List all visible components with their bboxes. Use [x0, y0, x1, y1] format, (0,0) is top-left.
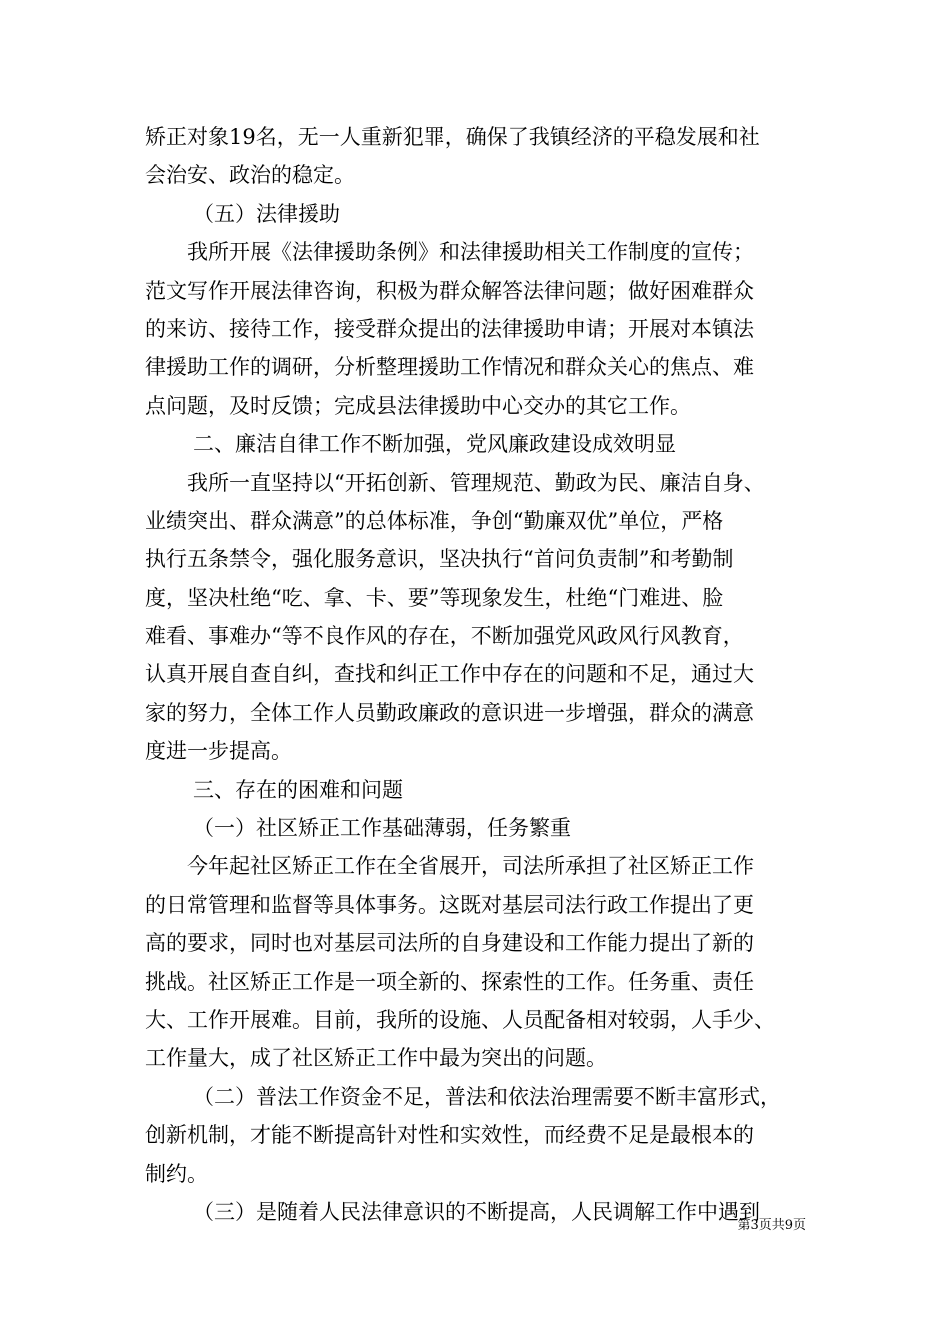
text-line: （五）法律援助: [193, 201, 340, 226]
text-line: 难看、事难办“等不良作风的存在，不断加强党风政风行风教育，: [145, 624, 744, 649]
text-line: 高的要求，同时也对基层司法所的自身建设和工作能力提出了新的: [145, 931, 754, 956]
page-number-label: 第3页共9页: [737, 1218, 806, 1233]
text-line: 家的努力，全体工作人员勤政廉政的意识进一步增强，群众的满意: [145, 700, 754, 725]
text-line: 今年起社区矫正工作在全省展开，司法所承担了社区矫正工作: [187, 854, 754, 879]
text-line: 会治安、政治的稳定。: [145, 163, 355, 188]
text-line: 的来访、接待工作，接受群众提出的法律援助申请；开展对本镇法: [145, 316, 754, 341]
text-line: 认真开展自查自纠，查找和纠正工作中存在的问题和不足，通过大: [145, 662, 754, 687]
text-line: 三、存在的困难和问题: [193, 777, 403, 802]
text-line: （二）普法工作资金不足，普法和依法治理需要不断丰富形式，: [193, 1084, 781, 1109]
text-line: 制约。: [145, 1161, 208, 1186]
document-body: [145, 118, 810, 1231]
text-line: 执行五条禁令，强化服务意识，坚决执行“首问负责制”和考勤制: [145, 547, 734, 572]
text-line: 挑战。社区矫正工作是一项全新的、探索性的工作。任务重、责任: [145, 969, 754, 994]
text-line: （三）是随着人民法律意识的不断提高，人民调解工作中遇到: [193, 1199, 760, 1224]
text-line: 大、工作开展难。目前，我所的设施、人员配备相对较弱，人手少、: [145, 1007, 775, 1032]
text-line: 我所开展《法律援助条例》和法律援助相关工作制度的宣传；: [187, 240, 754, 265]
text-line: 业绩突出、群众满意”的总体标准，争创“勤廉双优”单位，严格: [145, 508, 724, 533]
text-line: 律援助工作的调研，分析整理援助工作情况和群众关心的焦点、难: [145, 355, 754, 380]
text-line: 度进一步提高。: [145, 739, 292, 764]
text-line: （一）社区矫正工作基础薄弱，任务繁重: [193, 816, 571, 841]
text-line: 二、廉洁自律工作不断加强，党风廉政建设成效明显: [193, 432, 676, 457]
text-line: 的日常管理和监督等具体事务。这既对基层司法行政工作提出了更: [145, 892, 754, 917]
page-number: [737, 1217, 806, 1235]
text-line: 我所一直坚持以“开拓创新、管理规范、勤政为民、廉洁自身、: [187, 470, 765, 495]
text-line: 创新机制，才能不断提高针对性和实效性，而经费不足是最根本的: [145, 1123, 754, 1148]
text-line: 度，坚决杜绝“吃、拿、卡、要”等现象发生，杜绝“门难进、脸: [145, 585, 724, 610]
text-line: 矫正对象19名，无一人重新犯罪，确保了我镇经济的平稳发展和社: [145, 125, 760, 149]
text-line: 工作量大，成了社区矫正工作中最为突出的问题。: [145, 1046, 607, 1071]
text-line: 点问题，及时反馈；完成县法律援助中心交办的其它工作。: [145, 393, 691, 418]
text-line: 范文写作开展法律咨询，积极为群众解答法律问题；做好困难群众: [145, 278, 754, 303]
